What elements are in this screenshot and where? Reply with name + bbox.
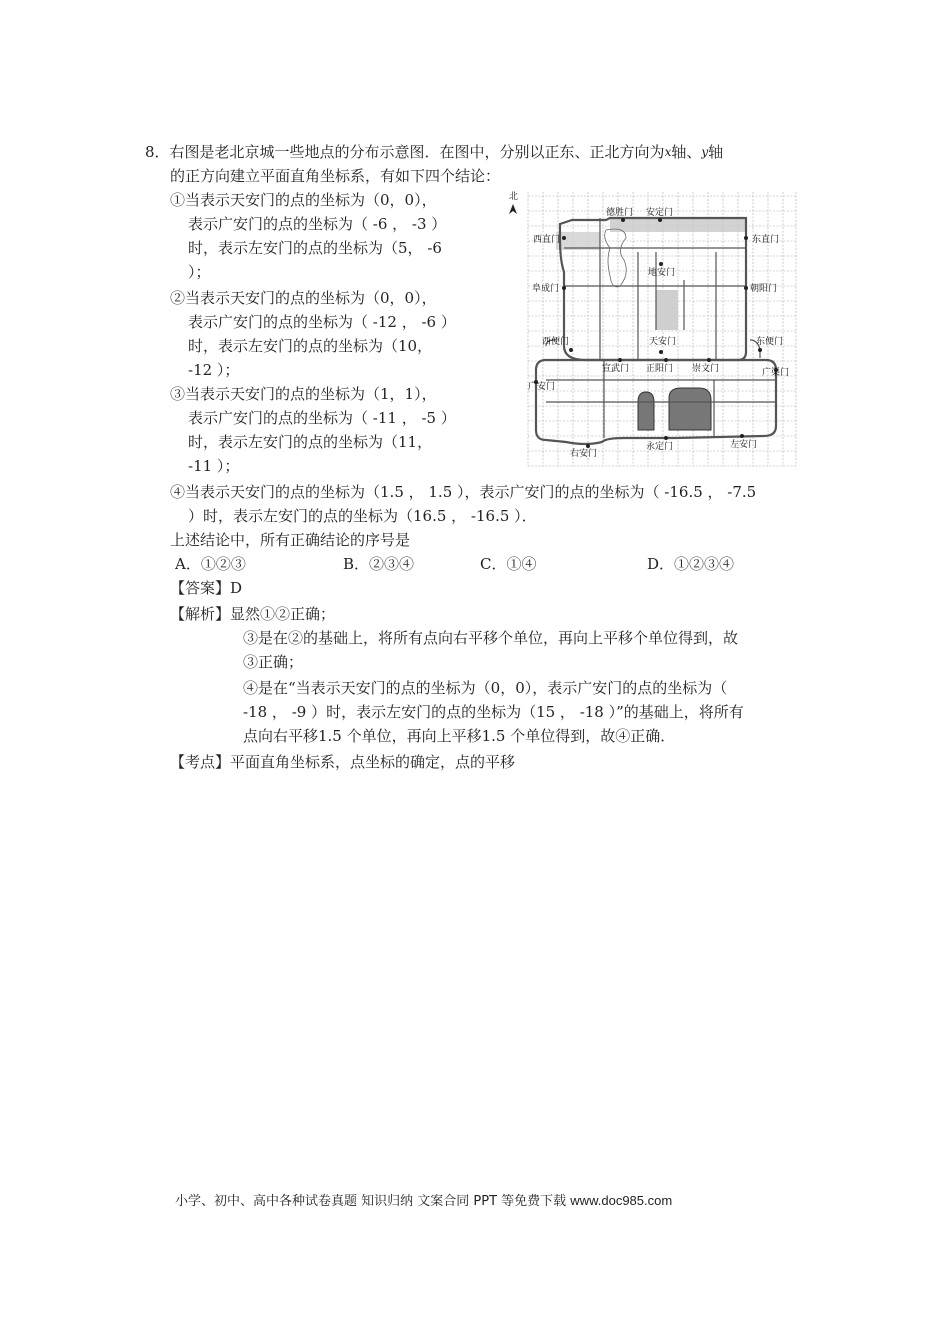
footer-link[interactable]: www.doc985.com	[570, 1193, 673, 1208]
question-prompt: 上述结论中，所有正确结论的序号是	[170, 531, 411, 549]
gate-label-tiananmen: 天安门	[649, 337, 677, 347]
gate-label-guangqumen: 广渠门	[762, 368, 790, 378]
answer-line	[170, 578, 242, 598]
answer-label: 【答案】	[170, 579, 231, 597]
gate-label-andingmen: 安定门	[646, 208, 674, 218]
answer-value: D	[230, 579, 243, 597]
dark-area-left	[638, 392, 654, 430]
dark-area-right	[669, 388, 711, 430]
conclusion-3-line-4: -11 ）；	[188, 457, 240, 475]
analysis-line-1	[170, 604, 335, 624]
shaded-area	[556, 232, 600, 250]
north-label: 北	[509, 192, 519, 202]
conclusion-1-line-4: ）；	[188, 263, 211, 281]
gate-label-youanmen: 右安门	[570, 449, 598, 459]
analysis-line-2: ③是在②的基础上，将所有点向右平移个单位，再向上平移个单位得到，故	[243, 629, 739, 647]
gate-label-guanganmen: 广安门	[528, 382, 556, 392]
conclusion-3-line-3: 时，表示左安门的点的坐标为（11，	[188, 433, 433, 451]
conclusion-1-line-2: 表示广安门的点的坐标为（ -6 ， -3 ）	[188, 215, 447, 233]
gate-label-chaoyangmen: 朝阳门	[750, 284, 778, 294]
topic-value: 平面直角坐标系，点坐标的确定，点的平移	[230, 753, 516, 771]
conclusion-1-line-1: ①当表示天安门的点的坐标为（0，0），	[170, 191, 437, 209]
analysis-label: 【解析】	[170, 605, 231, 623]
y-variable: y	[701, 145, 709, 159]
gate-label-deshengmen: 德胜门	[606, 208, 634, 218]
gate-label-yongdingmen: 永定门	[646, 442, 674, 452]
gate-label-zhengyangmen: 正阳门	[646, 364, 674, 374]
page-footer	[175, 1190, 672, 1209]
question-number: 8．	[145, 143, 170, 161]
north-arrow-icon	[509, 204, 517, 214]
conclusion-2-line-1: ②当表示天安门的点的坐标为（0，0），	[170, 289, 437, 307]
conclusion-1-line-3: 时，表示左安门的点的坐标为（5， -6	[188, 239, 442, 257]
analysis-line-3: ③正确；	[243, 653, 304, 671]
option-b: B．②③④	[343, 555, 415, 573]
footer-text: 小学、初中、高中各种试卷真题 知识归纳 文案合同 PPT 等免费下载	[175, 1194, 567, 1209]
gate-label-dongbianmen: 东便门	[756, 337, 784, 347]
gate-label-chongwenmen: 崇文门	[692, 364, 720, 374]
option-a: A．①②③	[175, 555, 246, 573]
topic-line	[170, 752, 515, 772]
gate-label-dongzhimen: 东直门	[752, 235, 780, 245]
gate-label-zuoanmen: 左安门	[730, 440, 758, 450]
x-variable: x	[664, 145, 672, 159]
conclusion-3-line-1: ③当表示天安门的点的坐标为（1，1），	[170, 385, 437, 403]
conclusion-2-line-4: -12 ）；	[188, 361, 240, 379]
analysis-text: 显然①②正确；	[230, 605, 336, 623]
beijing-map-figure	[506, 190, 798, 470]
topic-label: 【考点】	[170, 753, 231, 771]
analysis-line-6: 点向右平移1.5 个单位，再向上平移1.5 个单位得到，故④正确．	[243, 727, 676, 745]
question-text: 轴	[708, 143, 724, 161]
question-intro-line-1	[145, 142, 723, 162]
conclusion-2-line-3: 时，表示左安门的点的坐标为（10，	[188, 337, 433, 355]
question-text: 右图是老北京城一些地点的分布示意图．在图中，分别以正东、正北方向为	[169, 143, 665, 161]
gate-label-fuchengmen: 阜成门	[532, 284, 560, 294]
gate-label-xuanwumen: 宣武门	[602, 364, 630, 374]
option-c: C．①④	[480, 555, 537, 573]
analysis-line-5: -18 ， -9 ）时，表示左安门的点的坐标为（15 ， -18 ）”的基础上，将所有	[243, 703, 744, 721]
gate-label-xibianmen: 西便门	[542, 337, 570, 347]
gate-label-xizhimen: 西直门	[533, 235, 561, 245]
conclusion-3-line-2: 表示广安门的点的坐标为（ -11 ， -5 ）	[188, 409, 456, 427]
shaded-area	[656, 290, 678, 330]
gate-label-dianmen: 地安门	[648, 268, 676, 278]
conclusion-4-line-2: ）时，表示左安门的点的坐标为（16.5 ， -16.5 ）．	[188, 507, 537, 525]
analysis-line-4: ④是在“当表示天安门的点的坐标为（0，0），表示广安门的点的坐标为（	[243, 679, 728, 697]
option-d: D．①②③④	[647, 555, 735, 573]
question-intro-line-2: 的正方向建立平面直角坐标系，有如下四个结论：	[170, 167, 501, 185]
conclusion-2-line-2: 表示广安门的点的坐标为（ -12 ， -6 ）	[188, 313, 456, 331]
conclusion-4-line-1: ④当表示天安门的点的坐标为（1.5 ， 1.5 ），表示广安门的点的坐标为（ -16.5 ， -7.5	[170, 483, 757, 501]
shaded-area	[610, 218, 746, 232]
question-text: 轴、	[671, 143, 702, 161]
lake	[605, 229, 627, 287]
